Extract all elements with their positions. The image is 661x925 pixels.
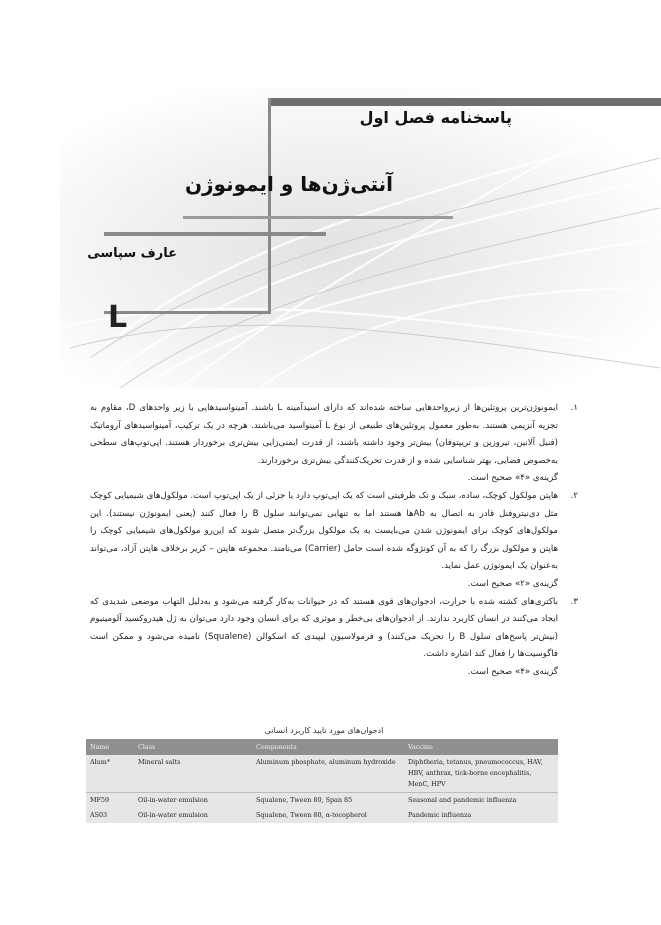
table-row xyxy=(86,755,558,793)
table-cell: Mineral salts xyxy=(134,755,252,793)
table-cell: Seasonal and pandemic influenza xyxy=(404,793,558,809)
table-cell: Oil-in-water emulsion xyxy=(134,808,252,823)
adjuvants-table xyxy=(86,739,558,823)
header-bottom-bar xyxy=(104,311,271,314)
column-header: Vaccine xyxy=(404,739,558,755)
column-header: Components xyxy=(252,739,404,755)
chapter-title: آنتی‌ژن‌ها و ایمونوژن xyxy=(184,172,393,196)
header-vertical-line xyxy=(268,98,271,313)
header-swoosh-art xyxy=(60,88,661,388)
header-mid-bar xyxy=(183,216,453,219)
logo-letter: L xyxy=(108,300,128,335)
author-name: عارف سپاسی xyxy=(87,246,177,261)
answer-explanation: ایمونوژن‌ترین پروتئین‌ها از زیرواحدهایی ساخته شده‌اند که دارای اسیدآمینه L باشند. آمینواسیدهایی با زیر واحدهای D، مقاوم به تجزیه آنزیمی هستند. به‌طور معمول پروتئین‌های طبیعی از نوع L آمینواسید می‌باشند. هرچه در یک ترکیب، آمینواسیدهای آروماتیک (فنیل آلانین، تیروزین و تریپتوفان) بیش‌تر وجود داشته باشند، از قدرت ایمنی‌زایی بیش‌تری برخوردار هستند. اپی‌توپ‌های سطحی به‌خصوص فضایی، بهتر شناسایی شده و از قدرت تحریک‌کنندگی بیش‌تری برخوردارند. xyxy=(90,403,558,466)
table-cell: AS03 xyxy=(86,808,134,823)
table-cell: Squalene, Tween 80, Span 85 xyxy=(252,793,404,809)
answer-explanation: هاپتن مولکول کوچک، ساده، سبک و تک ظرفیتی است که یک اپی‌توپ دارد یا جزئی از یک اپی‌توپ است. مولکول‌های شیمیایی کوچک مثل دی‌نیتروفنل قادر به اتصال به Abها هستند اما به تنهایی نمی‌توانند سلول B را فعال کنند (یعنی ایمونوژن نیستند). این مولکول‌های کوچک برای ایمونوژن شدن می‌بایست به یک مولکول بزرگ‌تر متصل شوند که این‌رو مولکول‌های شیمیایی کوچک را هاپتن و مولکول بزرگ را که به آن کونژوگه شده است حامل (Carrier) می‌نامند. مجموعه هاپتن – کریر برخلاف هاپتن آزاد، می‌تواند به‌عنوان یک ایمونوژن عمل نماید. xyxy=(90,490,559,572)
question-3 xyxy=(90,594,578,664)
table-row xyxy=(86,808,558,823)
table-cell: Oil-in-water emulsion xyxy=(134,793,252,809)
answer-explanation: باکتری‌های کشته شده با حرارت، ادجوان‌های قوی هستند که در حیوانات به‌کار گرفته می‌شود و به‌دلیل التهاب موضعی شدیدی که ایجاد می‌کنند در انسان کاربرد ندارند. از ادجوان‌های بی‌خطر و موثری که برای انسان وجود دارد می‌توان به ژل هیدروکسید آلومینیوم (بیش‌تر پاسخ‌های سلول B را تحریک می‌کنند) و فرمولاسیون لیپیدی که اسکوالن (Squalene) نامیده می‌شود و ممکن است فاگوسیت‌ها را فعال کند اشاره داشت. xyxy=(90,596,558,660)
table-cell: MF59 xyxy=(86,793,134,809)
header-low-bar xyxy=(104,232,326,236)
question-1 xyxy=(90,400,578,470)
table-cell: Alum* xyxy=(86,755,134,793)
answer-choice: گزینه‌ی «۲» صحیح است. xyxy=(467,578,558,589)
table-cell: Diphtheria, tetanus, pneumococcus, HAV, HBV, anthrax, tick-borne encephalitis, MenC, HPV xyxy=(404,755,558,793)
table-header-row xyxy=(86,739,558,755)
header-top-bar xyxy=(268,98,661,106)
answer-choice: گزینه‌ی «۴» صحیح است. xyxy=(467,666,558,677)
question-number: .۳ xyxy=(570,596,578,607)
question-number: .۲ xyxy=(570,490,578,501)
question-2 xyxy=(90,488,578,576)
answer-choice: گزینه‌ی «۴» صحیح است. xyxy=(467,473,558,484)
table-cell: Aluminum phosphate, aluminum hydroxide xyxy=(252,755,404,793)
table-caption: ادجوان‌های مورد تایید کاربرد انسانی xyxy=(264,726,384,735)
table-row xyxy=(86,793,558,809)
chapter-heading: پاسخنامه فصل اول xyxy=(359,108,512,127)
question-number: .۱ xyxy=(570,403,578,413)
column-header: Class xyxy=(134,739,252,755)
answers-body xyxy=(90,400,578,682)
table-cell: Pandemic influenza xyxy=(404,808,558,823)
table-cell: Squalene, Tween 80, α-tocopherol xyxy=(252,808,404,823)
column-header: Name xyxy=(86,739,134,755)
